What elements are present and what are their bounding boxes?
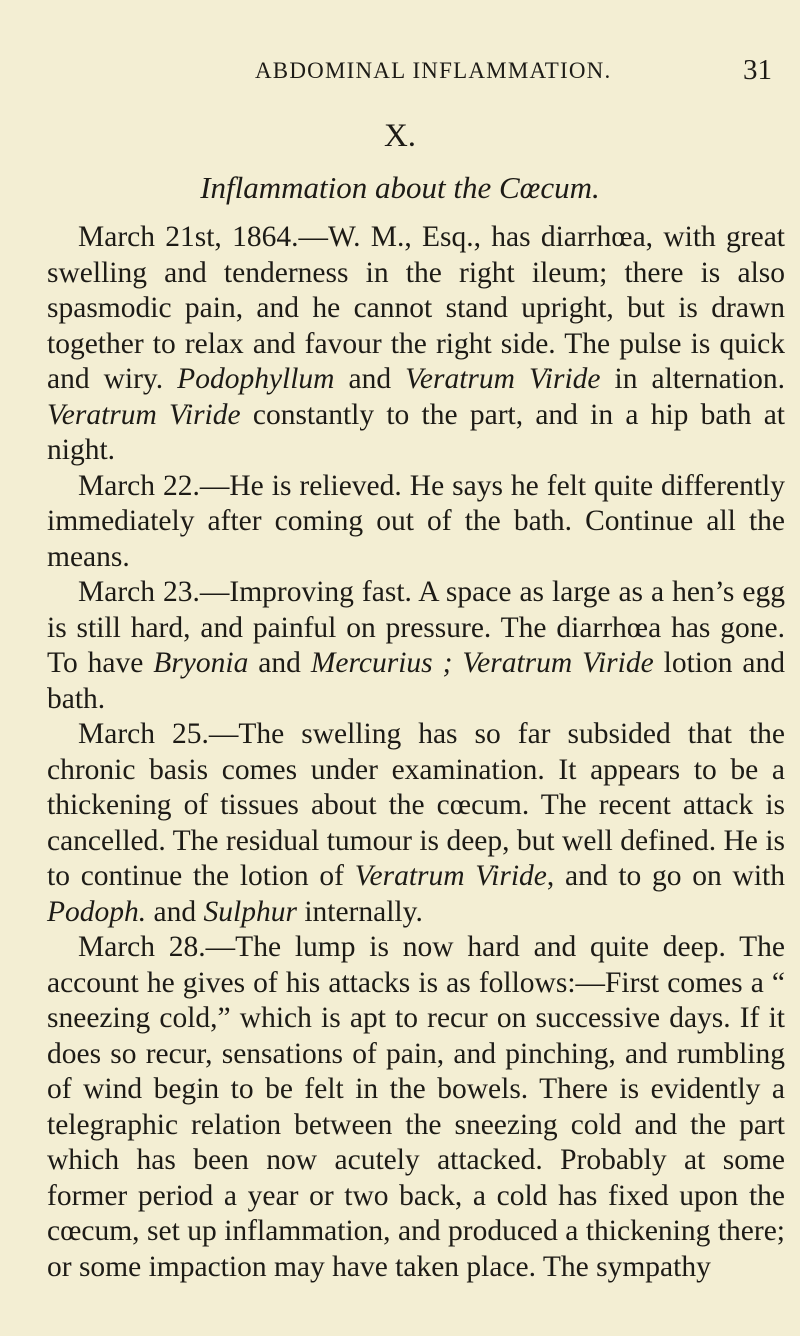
text-run: and bbox=[248, 647, 311, 679]
remedy-name: Veratrum Viride bbox=[405, 363, 601, 395]
paragraph-march-28 bbox=[47, 930, 785, 1285]
text-run: —Improving fast. A space as large as a hen’s egg is still hard, and painful on pressure. The diarrhœa has gone. To have bbox=[47, 576, 785, 679]
page-number: 31 bbox=[743, 54, 772, 86]
entry-date: March 25. bbox=[78, 718, 209, 750]
remedy-name: Veratrum Viride bbox=[354, 860, 547, 892]
entry-date: March 22. bbox=[78, 469, 200, 502]
text-run: —The lump is now hard and quite deep. The account he gives of his attacks is as follows:—First comes a “ sneezing cold,” which is apt to recur on successive days. If it does so recur, sensations of pain, and pinching, and rumbling of wind begin to be felt in the bowels. There is evidently a telegraphic relation between the sneezing cold and the part which has been now acutely attacked. Probably at some former period a year or two back, a cold has fixed upon the cœcum, set up inflammation, and produced a thickening there; or some impaction may have taken place. The sympathy bbox=[47, 931, 785, 1283]
entry-date: March 23. bbox=[78, 576, 200, 608]
remedy-name: Podophyllum bbox=[177, 363, 335, 395]
entry-date: March 28. bbox=[78, 931, 206, 963]
text-run: and bbox=[334, 363, 406, 395]
paragraph-march-22 bbox=[47, 469, 785, 576]
text-run: —He is relieved. He says he felt quite differently immediately after coming out of the bath. Continue all the means. bbox=[47, 469, 785, 573]
section-numeral: X. bbox=[383, 118, 417, 154]
remedy-name: Mercurius ; Veratrum Viride bbox=[310, 647, 654, 679]
text-run: constantly to the part, and in a hip bath at night. bbox=[47, 398, 785, 466]
paragraph-march-25 bbox=[47, 717, 785, 930]
text-run: —The swelling has so far subsided that the chronic basis comes under examination. It appears to be a thickening of tissues about the cœcum. The recent attack is cancelled. The residual tumour is deep, but well defined. He is to continue the lotion of bbox=[47, 718, 785, 892]
remedy-name: Podoph. bbox=[47, 895, 147, 928]
text-run: lotion and bath. bbox=[47, 647, 785, 715]
remedy-name: Bryonia bbox=[153, 647, 249, 679]
section-title: Inflammation about the Cœcum. bbox=[200, 170, 600, 205]
text-run: in alternation. bbox=[600, 363, 785, 395]
remedy-name: Sulphur bbox=[203, 895, 297, 928]
paragraph-march-21 bbox=[47, 220, 785, 469]
running-head: ABDOMINAL INFLAMMATION. bbox=[255, 58, 612, 83]
text-run: and bbox=[146, 895, 204, 928]
entry-date: March 21st, 1864. bbox=[78, 221, 299, 253]
text-run: , and to go on with bbox=[546, 860, 785, 892]
text-run: —W. M., Esq., has diarrhœa, with great swelling and tenderness in the right ileum; there is also spasmodic pain, and he cannot stand upright, but is drawn together to relax and favour the right side. The pulse is quick and wiry. bbox=[47, 221, 785, 395]
text-run: internally. bbox=[296, 895, 423, 928]
remedy-name: Veratrum Viride bbox=[47, 398, 241, 431]
body-text bbox=[47, 220, 785, 1285]
paragraph-march-23 bbox=[47, 575, 785, 717]
